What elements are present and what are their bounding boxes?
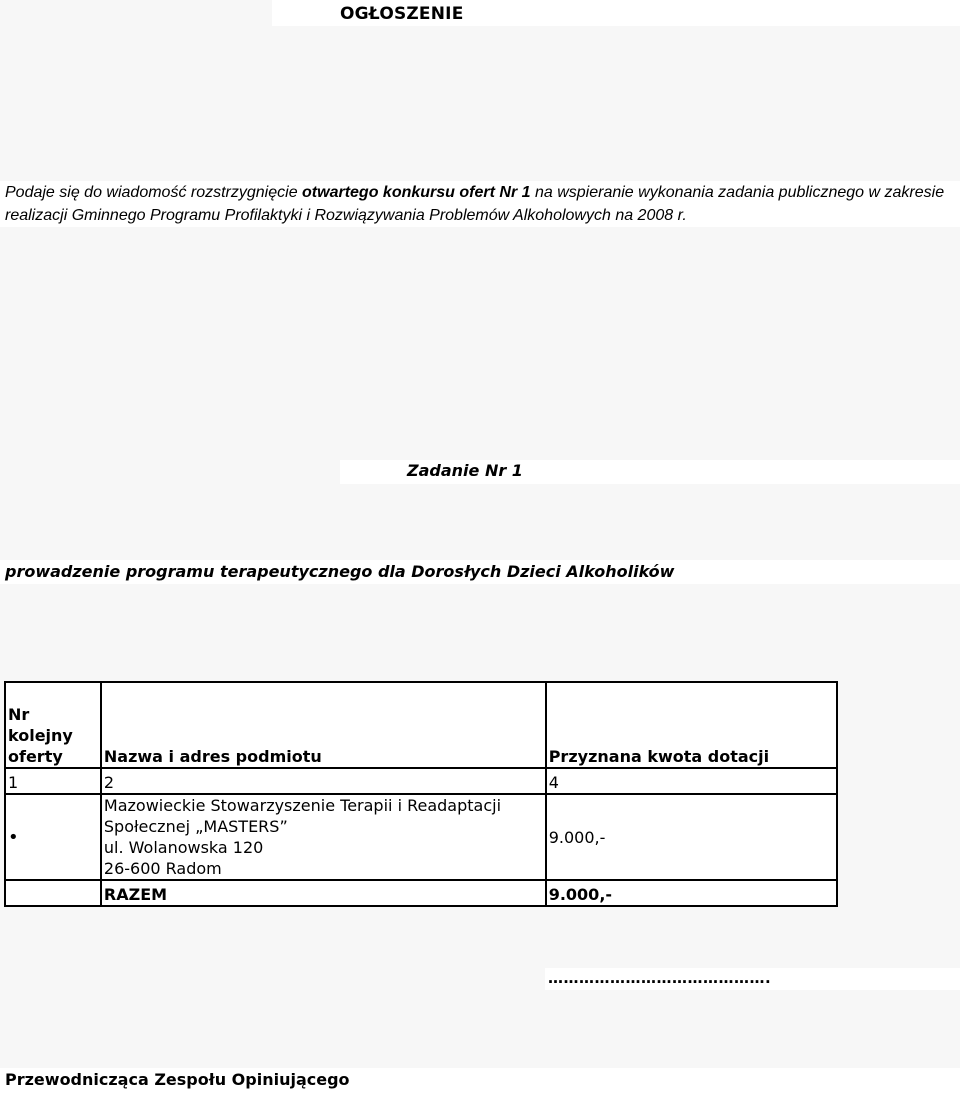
total-amount: 9.000,- — [546, 880, 837, 906]
header-entity: Nazwa i adres podmiotu — [101, 682, 546, 768]
entity-name-line2: Społecznej „MASTERS” — [103, 817, 288, 836]
intro-paragraph — [5, 181, 955, 227]
intro-text-bold: otwartego konkursu ofert Nr 1 — [302, 184, 531, 201]
column-number-1: 1 — [5, 768, 101, 794]
row-entity — [101, 794, 546, 880]
task-description: prowadzenie programu terapeutycznego dla Dorosłych Dzieci Alkoholików — [5, 562, 675, 581]
entity-name-line1: Mazowieckie Stowarzyszenie Terapii i Readaptacji — [103, 796, 502, 815]
total-empty-cell — [5, 880, 101, 906]
task-title: Zadanie Nr 1 — [407, 461, 523, 480]
table-column-numbers-row — [5, 768, 837, 794]
intro-text-end: na wspieranie wykonania zadania publicznego w zakresie realizacji Gminnego Programu Profilaktyki i Rozwiązywania Problemów Alkoholowych na 2008 r. — [5, 184, 945, 224]
signature-label: Przewodnicząca Zespołu Opiniującego — [5, 1070, 350, 1089]
entity-city: 26-600 Radom — [103, 859, 222, 878]
document-title: OGŁOSZENIE — [340, 4, 464, 24]
offers-table — [4, 681, 838, 907]
table-header-row — [5, 682, 837, 768]
intro-text-start: Podaje się do wiadomość rozstrzygnięcie — [5, 184, 303, 201]
header-amount: Przyznana kwota dotacji — [546, 682, 837, 768]
row-amount: 9.000,- — [546, 794, 837, 880]
column-number-4: 4 — [546, 768, 837, 794]
table-total-row — [5, 880, 837, 906]
signature-line: ……………………………………. — [548, 969, 772, 987]
header-offer-number: Nr kolejny oferty — [5, 682, 101, 768]
entity-street: ul. Wolanowska 120 — [103, 838, 264, 857]
table-row — [5, 794, 837, 880]
total-label: RAZEM — [101, 880, 546, 906]
row-bullet: • — [5, 794, 101, 880]
column-number-2: 2 — [101, 768, 546, 794]
